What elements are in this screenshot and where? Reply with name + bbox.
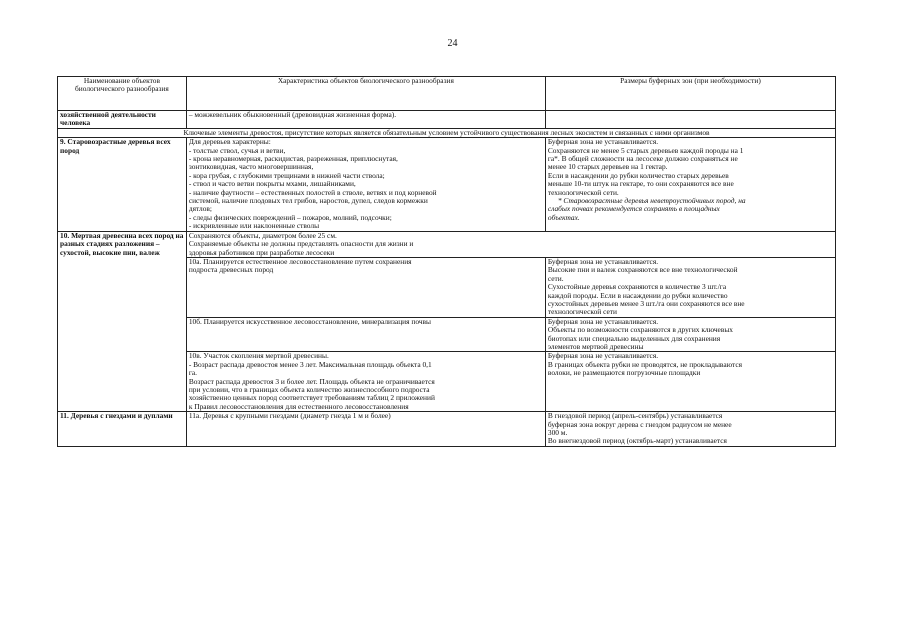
text-line: Буферная зона не устанавливается. bbox=[547, 257, 659, 266]
text-line: зонтиковидная, часто многовершинная, bbox=[188, 163, 314, 172]
section-title: Ключевые элементы древостоя, присутствие которых является обязательным условием устойчивого существования лесных экосистем и связанных с ними организмов bbox=[58, 128, 836, 137]
nest-trees-11a-description-cell bbox=[186, 412, 545, 447]
text-line: сети. bbox=[547, 274, 564, 283]
deadwood-10c-buffer-cell bbox=[545, 352, 835, 412]
nest-trees-name-cell: 11. Деревья с гнездами и дуплами bbox=[58, 412, 187, 447]
header-objects-name: Наименование объектов биологического разнообразия bbox=[58, 77, 187, 111]
text-line: 10в. Участок скопления мертвой древесины. bbox=[188, 352, 329, 361]
text-line: Сохраняемые объекты не должны представлять опасности для жизни и bbox=[188, 240, 414, 249]
table-row-old-trees bbox=[58, 138, 836, 231]
text-line: Сохраняются не менее 5 старых деревьев каждой породы на 1 bbox=[547, 146, 744, 155]
text-line: меньше 10-ти штук на гектаре, то они сохраняются все вне bbox=[547, 180, 734, 189]
text-line: - наличие фаутности – естественных полостей в стволе, ветвях и под корневой bbox=[188, 188, 437, 197]
activity-description-cell: – можжевельник обыкновенный (древовидная жизненная форма). bbox=[186, 111, 545, 129]
biodiversity-table bbox=[57, 76, 836, 447]
text-line: - крона неравномерная, раскидистая, разреженная, приплюснутая, bbox=[188, 155, 398, 164]
table-header-row bbox=[58, 77, 836, 111]
footnote-line: объектах. bbox=[547, 213, 580, 222]
text-line: при условии, что в границах объекта количество жизнеспособного подроста bbox=[188, 386, 430, 394]
activity-buffer-cell bbox=[545, 111, 835, 129]
deadwood-name-cell: 10. Мертвая древесина всех пород на разных стадиях разложения – сухостой, высокие пни, валеж bbox=[58, 231, 187, 412]
text-line: - толстые ствол, сучья и ветви, bbox=[188, 146, 286, 155]
old-trees-description-cell bbox=[186, 138, 545, 231]
text-line: биотопах или специально выделенных для сохранения bbox=[547, 334, 721, 343]
text-line: 11а. Деревья с крупными гнездами (диаметр гнезда 1 м и более) bbox=[188, 412, 391, 421]
text-line: элементов мертвой древесины bbox=[547, 342, 644, 351]
text-line: системой, наличие плодовых тел грибов, наростов, дупел, следов кормежки bbox=[188, 197, 428, 206]
text-line: 10а. Планируется естественное лесовосстановление путем сохранения bbox=[188, 257, 412, 266]
text-line: Буферная зона не устанавливается. bbox=[547, 317, 659, 326]
text-line: менее 10 старых деревьев на 1 гектар. bbox=[547, 163, 668, 172]
text-line: - ствол и часто ветви покрыты мхами, лишайниками, bbox=[188, 180, 356, 189]
footnote-line: * Старовозрастные деревья неветроустойчивых пород, на bbox=[557, 197, 746, 206]
deadwood-10b-buffer-cell bbox=[545, 317, 835, 352]
text-line: Во внегнездовой период (октябрь-март) устанавливается bbox=[547, 437, 727, 446]
deadwood-10a-buffer-cell bbox=[545, 257, 835, 317]
text-line: га*. В общей сложности на лесосеке должно сохраняться не bbox=[547, 155, 738, 164]
text-line: Высокие пни и валеж сохраняются все вне технологической bbox=[547, 266, 738, 275]
text-line: технологической сети bbox=[547, 308, 617, 317]
text-line: Сохраняются объекты, диаметром более 25 см. bbox=[188, 231, 337, 240]
footnote-line: слабых почвах рекомендуется сохранять в площадных bbox=[547, 205, 720, 214]
text-line: га. bbox=[188, 369, 197, 378]
text-line: - следы физических повреждений – пожаров, молний, подсочки; bbox=[188, 213, 392, 222]
text-line: технологической сети. bbox=[547, 188, 619, 197]
text-line: буферная зона вокруг дерева с гнездом радиусом не менее bbox=[547, 420, 732, 429]
text-line: - искривленные или наклоненные стволы bbox=[188, 222, 320, 231]
activity-name-cell: хозяйственной деятельности человека bbox=[58, 111, 187, 129]
text-line: В границах объекта рубки не проводятся, не прокладываются bbox=[547, 360, 743, 369]
text-line: каждой породы. Если в насаждении до рубки количество bbox=[547, 291, 728, 300]
text-line: Для деревьев характерны: bbox=[188, 138, 271, 147]
deadwood-intro-cell bbox=[186, 231, 835, 257]
text-line: здоровья работников при разработке лесосеки bbox=[188, 248, 335, 257]
section-title-row bbox=[58, 128, 836, 137]
text-line: волоки, не размещаются погрузочные площадки bbox=[547, 369, 701, 378]
old-trees-buffer-cell bbox=[545, 138, 835, 231]
text-line: Буферная зона не устанавливается. bbox=[547, 138, 659, 147]
table-row-nest-trees bbox=[58, 412, 836, 447]
deadwood-10b-description-cell bbox=[186, 317, 545, 352]
text-line: 10б. Планируется искусственное лесовосстановление, минерализация почвы bbox=[188, 317, 432, 326]
header-buffer-zones: Размеры буферных зон (при необходимости) bbox=[545, 77, 835, 111]
text-line: Объекты по возможности сохраняются в других ключевых bbox=[547, 326, 733, 335]
text-line: В гнездовой период (апрель-сентябрь) устанавливается bbox=[547, 412, 723, 421]
deadwood-10a-description-cell bbox=[186, 257, 545, 317]
text-line: - Возраст распада древостоя менее 3 лет. Максимальная площадь объекта 0,1 bbox=[188, 360, 432, 369]
text-line: - кора грубая, с глубокими трещинами в нижней части ствола; bbox=[188, 171, 385, 180]
old-trees-name-cell: 9. Старовозрастные деревья всех пород bbox=[58, 138, 187, 231]
text-line: Если в насаждении до рубки количество старых деревьев bbox=[547, 171, 729, 180]
table-row-activity bbox=[58, 111, 836, 129]
deadwood-10c-description-cell bbox=[186, 352, 545, 412]
text-line: сухостойных деревьев менее 3 шт./га они сохраняются все вне bbox=[547, 299, 745, 308]
page-number: 24 bbox=[447, 38, 458, 49]
text-line: 300 м. bbox=[547, 429, 568, 438]
text-line: Буферная зона не устанавливается. bbox=[547, 352, 659, 361]
text-line: к Правил лесовосстановления для естественного лесовосстановления bbox=[188, 402, 409, 411]
nest-trees-11a-buffer-cell bbox=[545, 412, 835, 447]
header-characteristics: Характеристика объектов биологического разнообразия bbox=[186, 77, 545, 111]
text-line: подроста древесных пород bbox=[188, 266, 274, 275]
text-line: дятлов; bbox=[188, 205, 212, 214]
text-line: Возраст распада древостоя 3 и более лет. Площадь объекта не ограничивается bbox=[188, 377, 435, 386]
table-row-deadwood-intro bbox=[58, 231, 836, 257]
text-line: хозяйственно ценных пород соответствует требованиям таблиц 2 приложений bbox=[188, 394, 435, 403]
text-line: Сухостойные деревья сохраняются в количестве 3 шт./га bbox=[547, 283, 727, 292]
